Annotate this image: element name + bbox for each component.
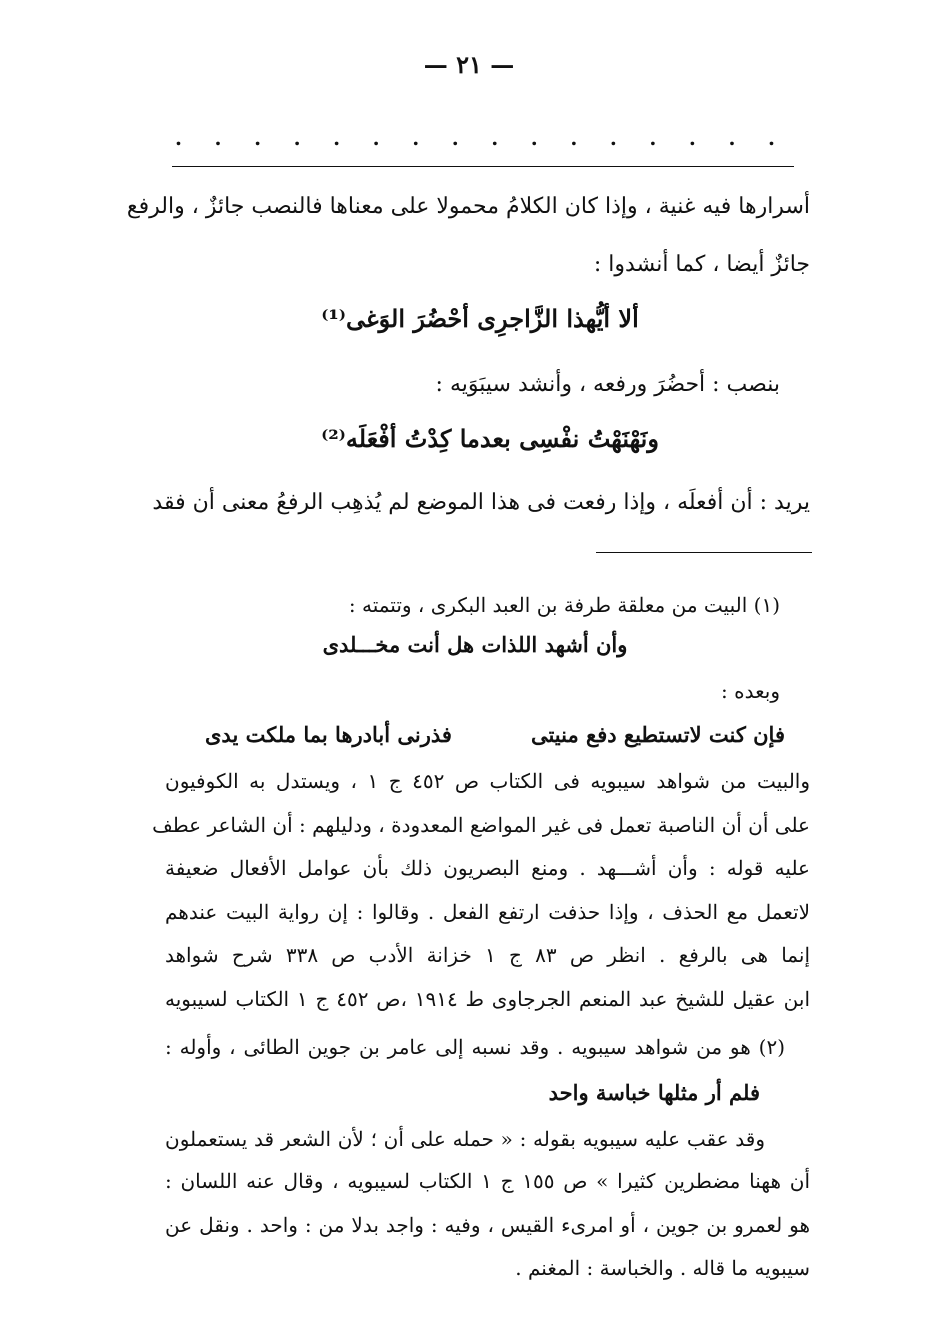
footnote-line: ابن عقيل للشيخ عبد المنعم الجرجاوى ط ١٩١٤ ،ص ٤٥٢ ج ١ الكتاب لسيبويه [165,987,811,1011]
footnote-line: هو لعمرو بن جوين ، أو امرىء القيس ، وفيه : واجد بدلا من : واحد . ونقل عن [165,1213,810,1237]
verse-hemistich-right: فإن كنت لاتستطيع دفع منيتى [530,722,785,747]
page-number: — ٢١ — [423,50,515,79]
dot: . [491,126,499,150]
dot: . [372,126,380,150]
verse-line: ألا أيُّهذا الزَّاجرِى أحْضُرَ الوَغى⁽¹⁾ [321,304,639,333]
dot: . [451,126,459,150]
dot: . [570,126,578,150]
footnote-line: لاتعمل مع الحذف ، وإذا حذفت ارتفع الفعل . وقالوا : إن رواية البيت عندهم [165,900,810,924]
dot: . [649,126,657,150]
footnote-verse: فلم أر مثلها خباسة واحد [548,1080,760,1105]
dot: . [333,126,341,150]
footnote-line: على أن أن الناصبة تعمل فى غير المواضع المعدودة ، ودليلهم : أن الشاعر عطف [152,813,810,837]
dot: . [175,126,182,150]
verse-line: ونَهْنَهْتُ نفْسِى بعدما كِدْتُ أفْعَلَه⁽²⁾ [321,424,659,453]
body-line: يريد : أن أفعلَه ، وإذا رفعت فى هذا الموضع لم يُذهِب الرفعُ معنى أن فقد [152,490,810,515]
dot: . [688,126,696,150]
dot: . [412,126,420,150]
footnote-line: (١) البيت من معلقة طرفة بن العبد البكرى ، وتتمته : [348,593,780,617]
dot-leader [175,126,775,150]
header-rule [172,166,794,167]
footnote-verse: وأن أشهد اللذات هل أنت مخـــلدى [322,632,628,657]
footnote-line: سيبويه ما قاله . والخباسة : المغنم . [515,1256,810,1280]
dot: . [293,126,301,150]
footnote-rule [596,552,812,553]
body-line: أسرارها فيه غنية ، وإذا كان الكلامُ محمولا على معناها فالنصب جائزٌ ، والرفع [126,194,810,219]
dot: . [609,126,617,150]
footnote-line: عليه قوله : وأن أشـــهد . ومنع البصريون ذلك بأن عوامل الأفعال ضعيفة [165,856,810,880]
footnote-line: وبعده : [721,679,780,703]
footnote-line: إنما هى بالرفع . انظر ص ٨٣ ج ١ خزانة الأدب ص ٣٣٨ شرح شواهد [165,943,810,967]
dot: . [728,126,736,150]
footnote-line: والبيت من شواهد سيبويه فى الكتاب ص ٤٥٢ ج ١ ، ويستدل به الكوفيون [165,769,811,793]
dot: . [254,126,262,150]
footnote-line: أن ههنا مضطرين كثيرا » ص ١٥٥ ج ١ الكتاب لسيبويه ، وقال عنه اللسان : [165,1169,811,1193]
body-line: بنصب : أحضُرَ ورفعه ، وأنشد سيبَوَيه : [435,372,780,397]
verse-hemistich-left: فذرنى أبادرها بما ملكت يدى [205,722,452,747]
body-line: جائزٌ أيضا ، كما أنشدوا : [593,252,810,277]
footnote-line: (٢) هو من شواهد سيبويه . وقد نسبه إلى عامر بن جوين الطائى ، وأوله : [165,1035,785,1059]
dot: . [767,126,775,150]
dot: . [214,126,222,150]
footnote-line: وقد عقب عليه سيبويه بقوله : « حمله على أن ؛ لأن الشعر قد يستعملون [165,1127,765,1151]
dot: . [530,126,538,150]
